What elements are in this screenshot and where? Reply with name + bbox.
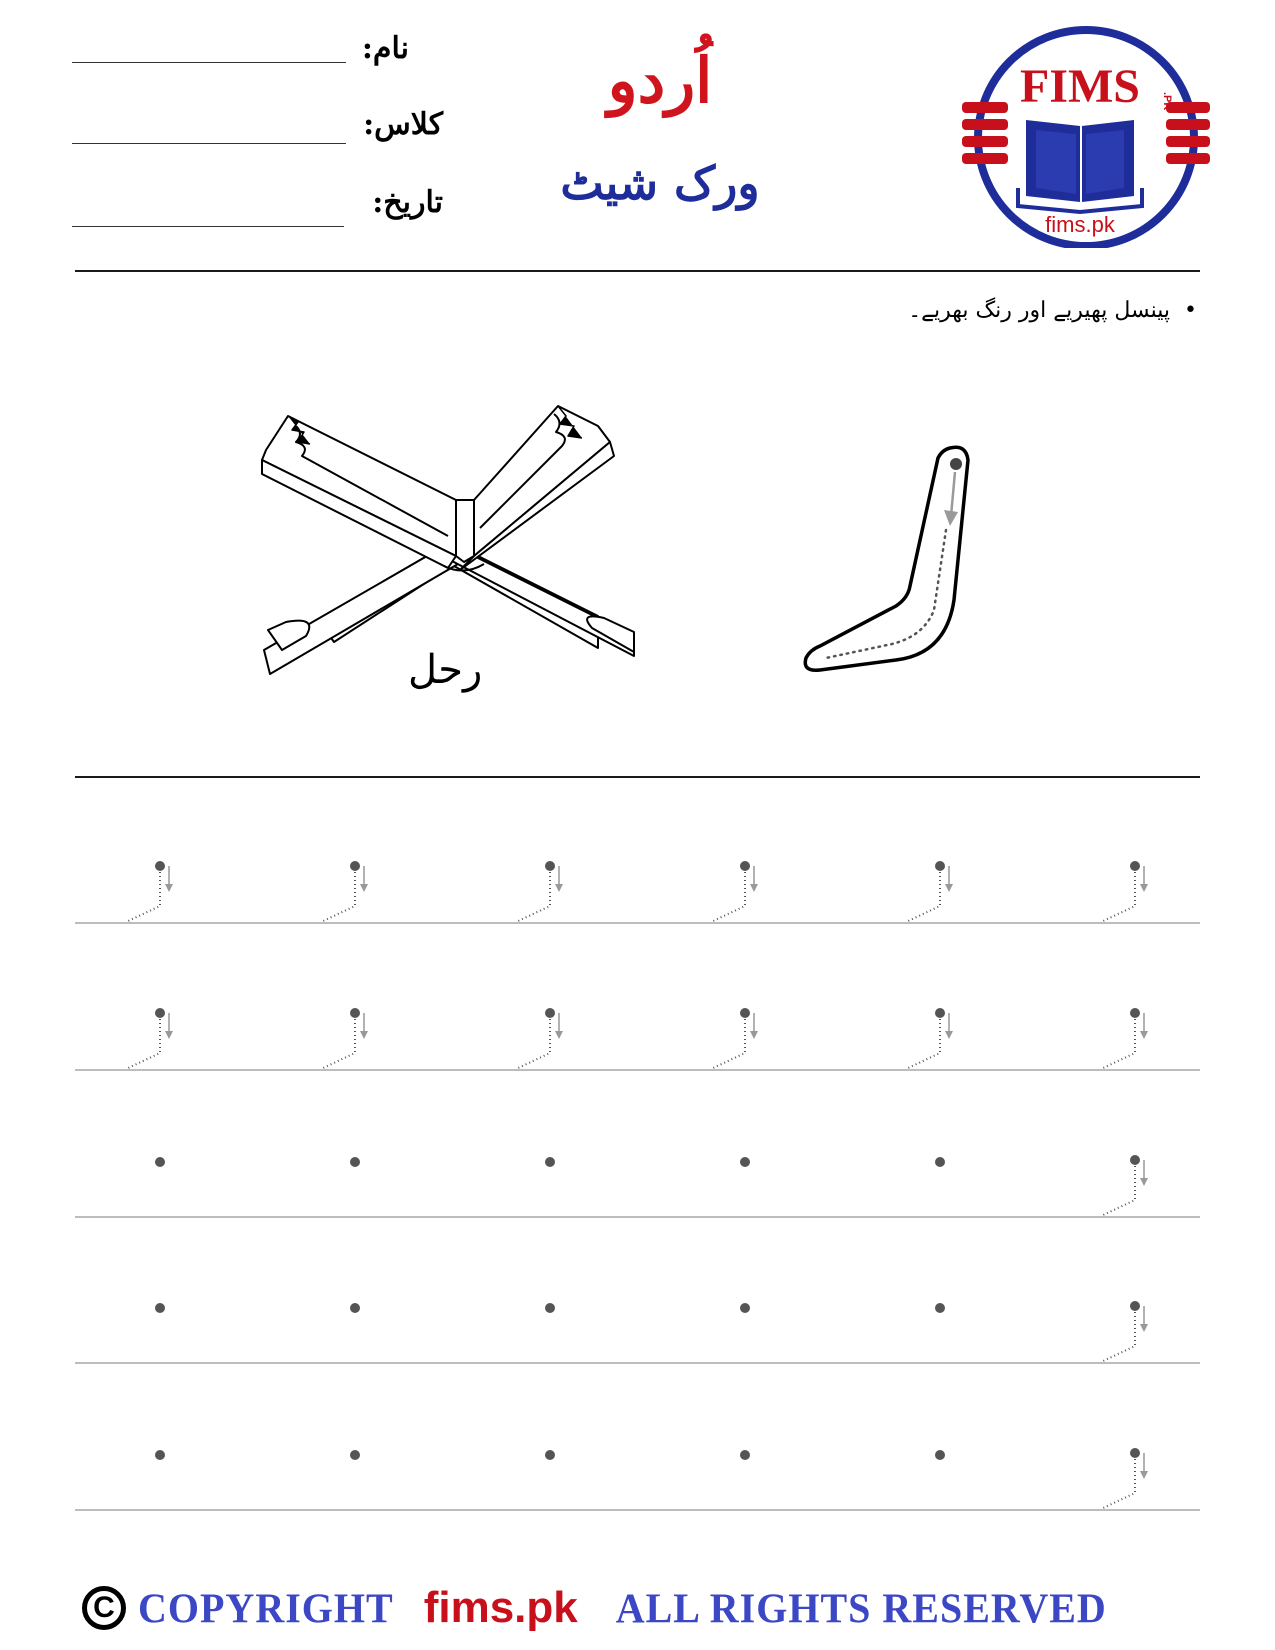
trace-letter-ray-icon[interactable]: [508, 1005, 568, 1071]
writing-baseline: [75, 922, 1200, 924]
letter-tracing-outline: [800, 440, 980, 680]
writing-baseline: [75, 1216, 1200, 1218]
class-blank-line[interactable]: [72, 143, 346, 144]
start-dot-icon[interactable]: [934, 1156, 946, 1168]
site-link[interactable]: fims.pk: [423, 1583, 578, 1632]
start-dot-icon[interactable]: [739, 1156, 751, 1168]
title-worksheet: ورک شیٹ: [560, 156, 760, 210]
svg-text:fims.pk: fims.pk: [1045, 212, 1115, 237]
start-dot-icon[interactable]: [934, 1449, 946, 1461]
date-blank-line[interactable]: [72, 226, 344, 227]
writing-baseline: [75, 1362, 1200, 1364]
start-dot-icon[interactable]: [739, 1302, 751, 1314]
trace-letter-ray-icon[interactable]: [1093, 858, 1153, 924]
bullet-icon: •: [1184, 298, 1197, 323]
fims-logo: [958, 18, 1248, 248]
start-dot-icon[interactable]: [544, 1302, 556, 1314]
rehal-quran-stand-icon: [258, 396, 642, 680]
copyright-icon: C: [82, 1586, 126, 1630]
name-label: نام:: [361, 31, 409, 66]
class-label: کلاس:: [363, 107, 443, 142]
trace-letter-ray-icon[interactable]: [1093, 1298, 1153, 1364]
trace-letter-ray-icon[interactable]: [898, 858, 958, 924]
start-dot-icon[interactable]: [739, 1449, 751, 1461]
copyright-footer: [82, 1578, 1107, 1638]
trace-letter-ray-icon[interactable]: [1093, 1005, 1153, 1071]
name-blank-line[interactable]: [72, 62, 346, 63]
trace-letter-ray-icon[interactable]: [313, 858, 373, 924]
title-urdu: اُردو: [607, 44, 713, 117]
svg-text:.PK: .PK: [1161, 92, 1173, 111]
fims-logo-icon: [958, 18, 1248, 248]
trace-letter-ray-icon[interactable]: [508, 858, 568, 924]
start-dot-icon[interactable]: [934, 1302, 946, 1314]
writing-baseline: [75, 1509, 1200, 1511]
letter-ray-tracing-outline-icon: [800, 440, 980, 680]
start-dot-icon[interactable]: [544, 1156, 556, 1168]
trace-letter-ray-icon[interactable]: [1093, 1152, 1153, 1218]
instruction-text: پینسل پھیریے اور رنگ بھریے۔: [908, 298, 1171, 323]
section-divider: [75, 776, 1200, 778]
trace-letter-ray-icon[interactable]: [313, 1005, 373, 1071]
header-divider: [75, 270, 1200, 272]
object-word-rehal: رحل: [408, 647, 483, 693]
trace-letter-ray-icon[interactable]: [1093, 1445, 1153, 1511]
start-dot-icon[interactable]: [154, 1156, 166, 1168]
start-dot-icon[interactable]: [154, 1449, 166, 1461]
rehal-illustration: [258, 396, 642, 680]
trace-letter-ray-icon[interactable]: [118, 1005, 178, 1071]
start-dot-icon[interactable]: [154, 1302, 166, 1314]
date-label: تاریخ:: [372, 185, 443, 220]
copyright-text: COPYRIGHT: [138, 1584, 394, 1632]
trace-letter-ray-icon[interactable]: [703, 1005, 763, 1071]
trace-letter-ray-icon[interactable]: [703, 858, 763, 924]
rights-text: ALL RIGHTS RESERVED: [615, 1584, 1107, 1632]
trace-letter-ray-icon[interactable]: [118, 858, 178, 924]
instruction: [908, 298, 1197, 323]
start-dot-icon[interactable]: [544, 1449, 556, 1461]
start-dot-icon[interactable]: [349, 1302, 361, 1314]
start-dot-icon[interactable]: [349, 1156, 361, 1168]
writing-baseline: [75, 1069, 1200, 1071]
start-dot-icon[interactable]: [349, 1449, 361, 1461]
trace-letter-ray-icon[interactable]: [898, 1005, 958, 1071]
svg-text:FIMS: FIMS: [1020, 60, 1140, 113]
